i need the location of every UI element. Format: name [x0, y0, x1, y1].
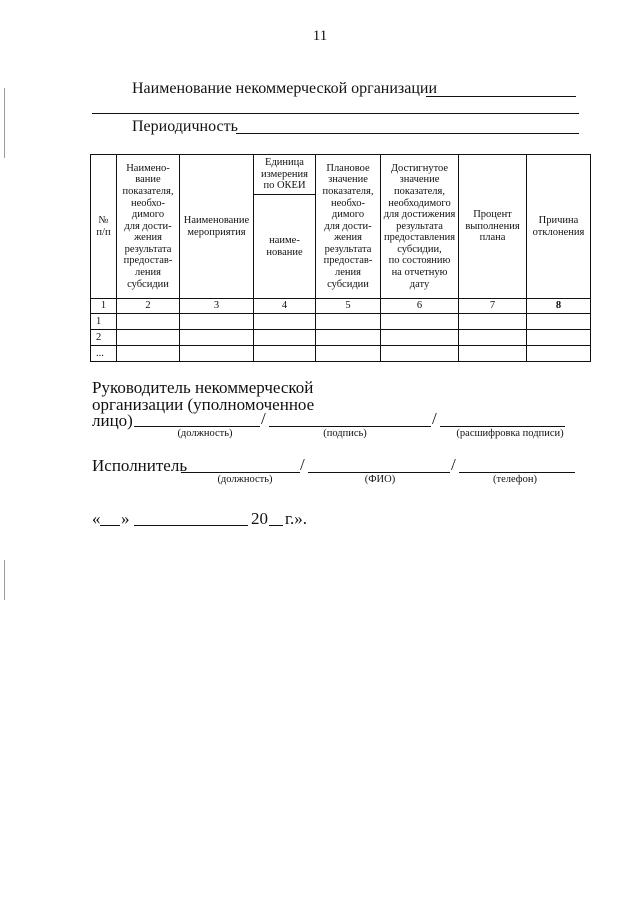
row-number: 2 [91, 330, 117, 346]
table-cell[interactable] [381, 314, 459, 330]
table-cell[interactable] [180, 330, 254, 346]
header-achieved: Достигнутое значение показателя, необходимого для достижения результата предоставления субсидии, по состоянию на отчетную дату [381, 155, 459, 299]
head-label-line3: лицо) [92, 411, 133, 430]
periodicity-label: Периодичность [132, 118, 238, 135]
org-name-field[interactable] [426, 96, 576, 97]
head-position-field[interactable] [134, 426, 260, 427]
caption-fio: (ФИО) [364, 474, 396, 485]
header-planned: Плановое значение показателя, необхо- димого для дости- жения результата предостав- ления субсидии [316, 155, 381, 299]
table-cell[interactable] [180, 346, 254, 362]
caption-name: (расшифровка подписи) [456, 428, 564, 439]
caption-signature: (подпись) [323, 428, 367, 439]
row-number: 1 [91, 314, 117, 330]
report-table [90, 154, 591, 362]
header-event: Наименование мероприятия [180, 155, 254, 299]
periodicity-field[interactable] [236, 133, 579, 134]
table-cell[interactable] [527, 330, 591, 346]
caption-position: (должность) [177, 428, 233, 439]
header-indicator: Наимено- вание показателя, необхо- димого для дости- жения результата предостав- ления субсидии [117, 155, 180, 299]
date-open-quote: « [92, 509, 101, 528]
head-label-line2: организации (уполномоченное [92, 395, 315, 414]
executor-name-field[interactable] [308, 472, 450, 473]
table-cell[interactable] [459, 346, 527, 362]
slash: / [451, 455, 456, 474]
column-number: 8 [527, 299, 591, 314]
header-percent: Процент выполнения плана [459, 155, 527, 299]
table-cell[interactable] [381, 346, 459, 362]
table-row [91, 314, 591, 330]
scan-mark [4, 560, 5, 600]
table-cell[interactable] [459, 314, 527, 330]
date-year-field[interactable] [269, 525, 283, 526]
slash: / [432, 409, 437, 428]
column-number: 3 [180, 299, 254, 314]
table-cell[interactable] [254, 330, 316, 346]
column-number: 7 [459, 299, 527, 314]
page-number: 11 [312, 28, 328, 44]
table-cell[interactable] [254, 314, 316, 330]
header-unit: Единица измерения по ОКЕИ [254, 155, 316, 195]
column-number: 5 [316, 299, 381, 314]
date-close-quote: » [121, 509, 130, 528]
org-name-label: Наименование некоммерческой организации [132, 80, 438, 97]
table-cell[interactable] [180, 314, 254, 330]
table-cell[interactable] [527, 346, 591, 362]
header-unit-name: наиме- нование [254, 195, 316, 299]
executor-position-field[interactable] [181, 472, 300, 473]
table-cell[interactable] [381, 330, 459, 346]
table-cell[interactable] [459, 330, 527, 346]
table-row [91, 346, 591, 362]
column-number: 6 [381, 299, 459, 314]
column-number: 2 [117, 299, 180, 314]
table-cell[interactable] [117, 346, 180, 362]
column-number: 4 [254, 299, 316, 314]
slash: / [261, 409, 266, 428]
column-number: 1 [91, 299, 117, 314]
table-row [91, 330, 591, 346]
head-name-field[interactable] [440, 426, 565, 427]
row-number: ... [91, 346, 117, 362]
scan-mark [4, 88, 5, 158]
table-cell[interactable] [117, 330, 180, 346]
table-cell[interactable] [316, 346, 381, 362]
table-cell[interactable] [254, 346, 316, 362]
header-reason: Причина отклонения [527, 155, 591, 299]
head-signature-field[interactable] [269, 426, 431, 427]
date-day-field[interactable] [100, 525, 120, 526]
table-cell[interactable] [316, 314, 381, 330]
head-label-line1: Руководитель некоммерческой [92, 378, 314, 397]
caption-phone: (телефон) [493, 474, 537, 485]
date-suffix: г.». [285, 509, 308, 528]
executor-phone-field[interactable] [459, 472, 575, 473]
date-month-field[interactable] [134, 525, 248, 526]
executor-label: Исполнитель [92, 456, 188, 475]
caption-position: (должность) [217, 474, 273, 485]
table-cell[interactable] [527, 314, 591, 330]
header-num: № п/п [91, 155, 117, 299]
date-year-prefix: 20 [251, 509, 268, 528]
table-cell[interactable] [316, 330, 381, 346]
table-cell[interactable] [117, 314, 180, 330]
slash: / [300, 455, 305, 474]
org-name-field-line2[interactable] [92, 113, 579, 114]
